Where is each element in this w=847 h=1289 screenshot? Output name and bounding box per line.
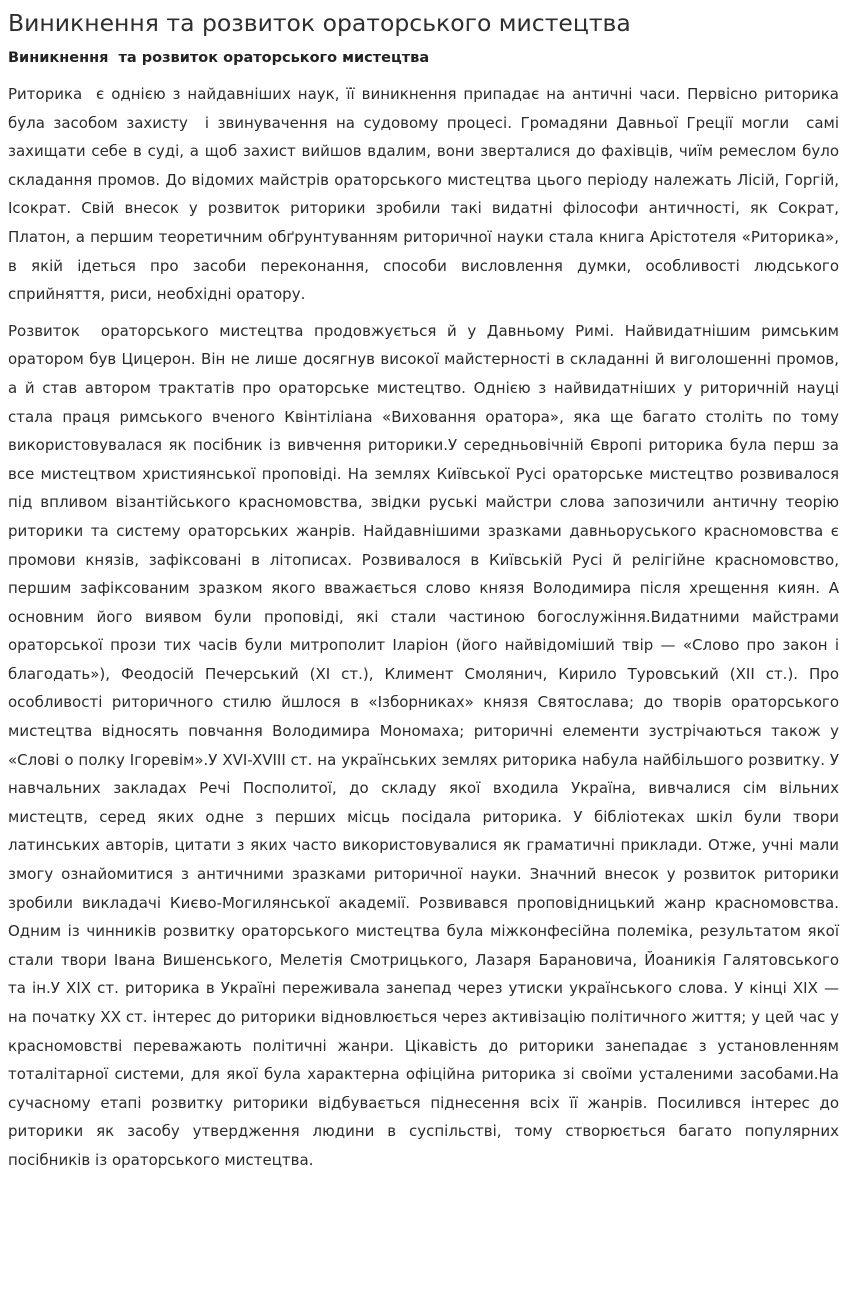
article-paragraph: Розвиток ораторського мистецтва продовжується й у Давньому Римі. Найвидатнішим римським оратором був Цицерон. Він не лише досягнув високої майстерності в складанні й виголошенні промов, а й став автором трактатів про ораторське мистецтво. Однією з найвидатніших у риторичній науці стала праця римського вченого Квінтіліана «Виховання оратора», яка ще багато століть по тому використовувалася як посібник із вивчення риторики.У середньовічній Європі риторика була перш за все мистецтвом християнської проповіді. На землях Київської Русі ораторське мистецтво розвивалося під впливом візантійського красномовства, звідки руські майстри слова запозичили античну теорію риторики та систему ораторських жанрів. Найдавнішими зразками давньоруського красномовства є промови князів, зафіксовані в літописах. Розвивалося в Київській Русі й релігійне красномовство, першим зафіксованим зразком якого вважається слово князя Володимира після хрещення киян. А основним його виявом були проповіді, які стали частиною богослужіння.Видатними майстрами ораторської прози тих часів були митрополит Іларіон (його найвідоміший твір — «Слово про закон і благодать»), Феодосій Печерський (XI ст.), Климент Смолянич, Кирило Туровський (XII ст.). Про особливості риторичного стилю йшлося в «Ізборниках» князя Святослава; до творів ораторського мистецтва відносять повчання Володимира Мономаха; риторичні елементи зустрічаються також у «Слові о полку Ігоревім».У XVI-XVIII ст. на українських землях риторика набула найбільшого розвитку. У навчальних закладах Речі Посполитої, до складу якої входила Україна, вивчалися сім вільних мистецтв, серед яких одне з перших місць посідала риторика. У бібліотеках шкіл були твори латинських авторів, цитати з яких часто використовувалися як граматичні приклади. Отже, учні мали змогу ознайомитися з античними зразками риторичної науки. Значний внесок у розвиток риторики зробили викладачі Києво-Могилянської академії. Розвивався проповідницький жанр красномовства. Одним із чинників розвитку ораторського мистецтва була міжконфесійна полеміка, результатом якої стали твори Івана Вишенського, Мелетія Смотрицького, Лазаря Барановича, Йоаникія Галятовського та ін.У XIX ст. риторика в Україні переживала занепад через утиски українського слова. У кінці XIX — на початку XX ст. інтерес до риторики відновлюється через активізацію політичного життя; у цей час у красномовстві переважають політичні жанри. Цікавість до риторики занепадає з установленням тоталітарної системи, для якої була характерна офіційна риторика зі своїми усталеними засобами.На сучасному етапі розвитку риторики відбувається піднесення всіх її жанрів. Посилився інтерес до риторики як засобу утвердження людини в суспільстві, тому створюється багато популярних посібників із ораторського мистецтва.	[8, 321, 844, 1169]
article	[8, 47, 844, 1175]
article-paragraph: Риторика є однією з найдавніших наук, її виникнення припадає на античні часи. Первісно риторика була засобом захисту і звинувачення на судовому процесі. Громадяни Давньої Греції могли самі захищати себе в суді, а щоб захист вийшов вдалим, вони зверталися до фахівців, чиїм ремеслом було складання промов. До відомих майстрів ораторського мистецтва цього періоду належать Лісій, Горгій, Ісократ. Свій внесок у розвиток риторики зробили такі видатні філософи античності, як Сократ, Платон, а першим теоретичним обґрунтуванням риторичної науки стала книга Арістотеля «Риторика», в якій ідеться про засоби переконання, способи висловлення думки, особливості людського сприйняття, риси, необхідні оратору.	[8, 85, 844, 304]
article-heading: Виникнення та розвиток ораторського мистецтва	[8, 50, 430, 66]
page-title: Виникнення та розвиток ораторського мистецтва	[8, 9, 631, 37]
